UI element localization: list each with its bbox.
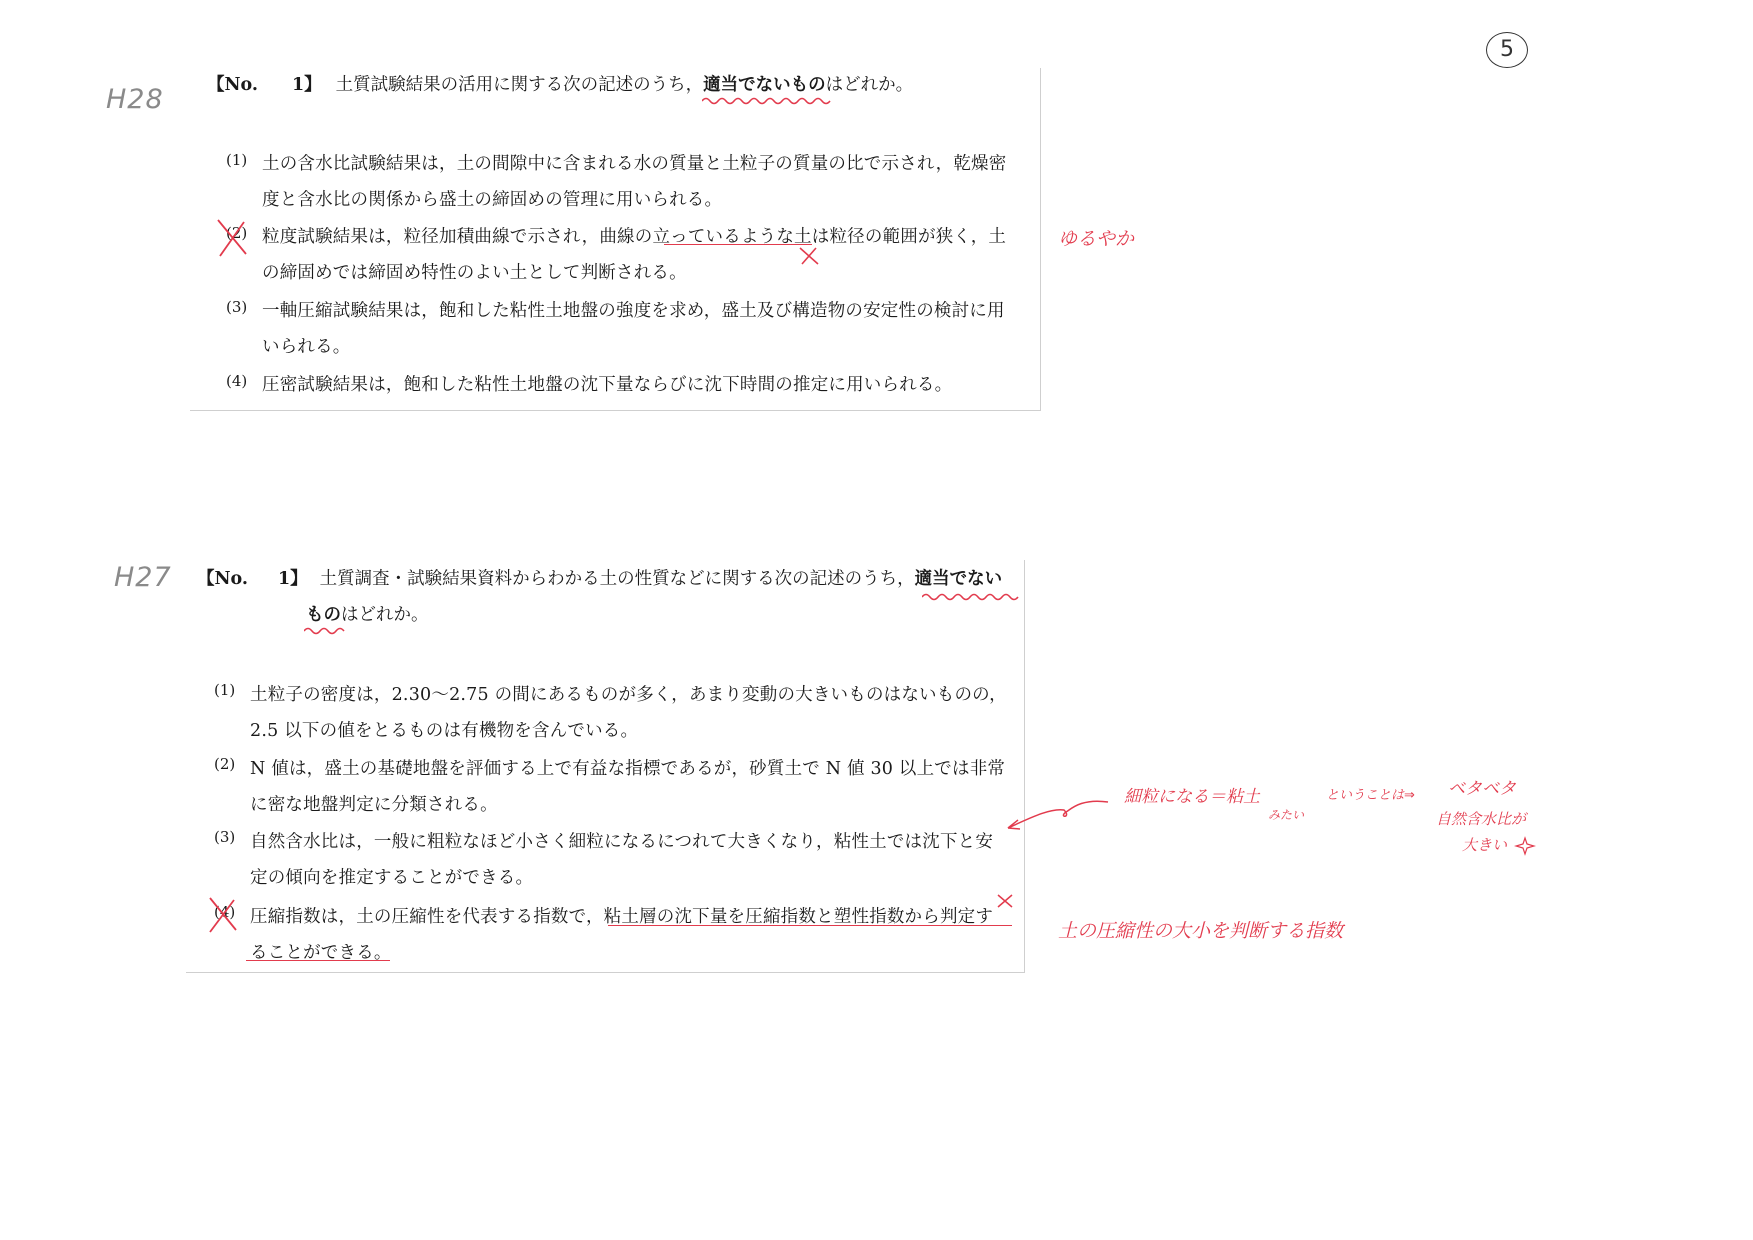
question-no-number: 1】	[277, 569, 308, 589]
note-item3-a: 細粒になる＝粘土	[1124, 787, 1260, 807]
year-label-h27: H27	[114, 562, 172, 593]
question-emphasis: 適当でない	[914, 569, 1003, 589]
red-underline	[664, 244, 812, 245]
item-number: (3)	[214, 828, 236, 846]
item-text-cont: 度と含水比の関係から盛土の締固めの管理に用いられる。	[262, 190, 723, 210]
question-emphasis: 適当でないもの	[703, 75, 826, 95]
sparkle-icon	[1514, 836, 1536, 856]
wavy-underline	[922, 592, 1022, 602]
item-text-cont: の締固めでは締固め特性のよい土として判断される。	[262, 263, 687, 283]
item-text: 粒度試験結果は，粒径加積曲線で示され，曲線の立っているような土は粒径の範囲が狭く，土	[262, 227, 1007, 247]
question-no-label: 【No.	[197, 569, 248, 589]
item-text-cont: に密な地盤判定に分類される。	[250, 795, 498, 815]
item-text: 圧縮指数は，土の圧縮性を代表する指数で，粘土層の沈下量を圧縮指数と塑性指数から判定す	[250, 907, 994, 927]
item-text-cont: 定の傾向を推定することができる。	[250, 868, 534, 888]
note-item3-c: ということは⇒	[1326, 788, 1415, 803]
cross-mark-icon	[206, 896, 240, 934]
question-no-number: 1】	[291, 75, 322, 95]
wavy-underline	[702, 96, 832, 106]
note-item3-b: みたい	[1268, 808, 1305, 822]
item-text: N 値は，盛土の基礎地盤を評価する上で有益な指標であるが，砂質土で N 値 30 以上では非常	[250, 759, 1006, 779]
question-text-end: はどれか。	[825, 75, 914, 95]
question-text: 土質試験結果の活用に関する次の記述のうち，	[335, 75, 704, 95]
cross-mark-icon	[214, 218, 250, 258]
note-item4: 土の圧縮性の大小を判断する指数	[1058, 920, 1344, 942]
item-text: 土の含水比試験結果は，土の間隙中に含まれる水の質量と土粒子の質量の比で示され，乾燥密	[262, 154, 1007, 174]
cross-mark-icon	[996, 893, 1014, 909]
question-header	[197, 571, 1002, 589]
red-underline	[246, 960, 390, 961]
item-number: (4)	[214, 903, 236, 921]
question-emphasis: もの	[306, 605, 341, 625]
item-number: (1)	[226, 151, 248, 169]
note-item3-e: 自然含水比が	[1436, 810, 1527, 828]
item-text: 自然含水比は，一般に粗粒なほど小さく細粒になるにつれて大きくなり，粘性土では沈下と安	[250, 832, 994, 852]
item-text-cont: 2.5 以下の値をとるものは有機物を含んでいる。	[250, 721, 639, 741]
item-number: (4)	[226, 372, 248, 390]
question-no-label: 【No.	[207, 75, 258, 95]
item-number: (1)	[214, 681, 236, 699]
item-number: (2)	[226, 224, 248, 242]
item-text-cont: ることができる。	[250, 943, 392, 963]
item-text: 一軸圧縮試験結果は，飽和した粘性土地盤の強度を求め，盛土及び構造物の安定性の検討に用	[262, 301, 1005, 321]
question-text: 土質調査・試験結果資料からわかる土の性質などに関する次の記述のうち，	[319, 569, 915, 589]
cross-mark-icon	[798, 246, 820, 266]
item-text-cont: いられる。	[262, 337, 351, 357]
item-text: 圧密試験結果は，飽和した粘性土地盤の沈下量ならびに沈下時間の推定に用いられる。	[262, 375, 953, 395]
red-underline	[608, 925, 1012, 926]
item-number: (2)	[214, 755, 236, 773]
page-number-circle	[1486, 32, 1528, 68]
item-number: (3)	[226, 298, 248, 316]
note-item3-f: 大きい	[1462, 836, 1508, 854]
note-item3-d: ベタベタ	[1448, 779, 1516, 799]
question-header-cont	[306, 607, 429, 625]
page-number: 5	[1500, 37, 1514, 62]
wavy-underline	[304, 626, 348, 636]
note-item2: ゆるやか	[1058, 228, 1135, 250]
item-text: 土粒子の密度は，2.30〜2.75 の間にあるものが多く，あまり変動の大きいものはないものの，	[250, 685, 1007, 705]
year-label-h28: H28	[106, 84, 164, 115]
question-text-end: はどれか。	[341, 605, 429, 625]
arrow-icon	[1000, 796, 1112, 836]
question-header	[207, 77, 913, 95]
